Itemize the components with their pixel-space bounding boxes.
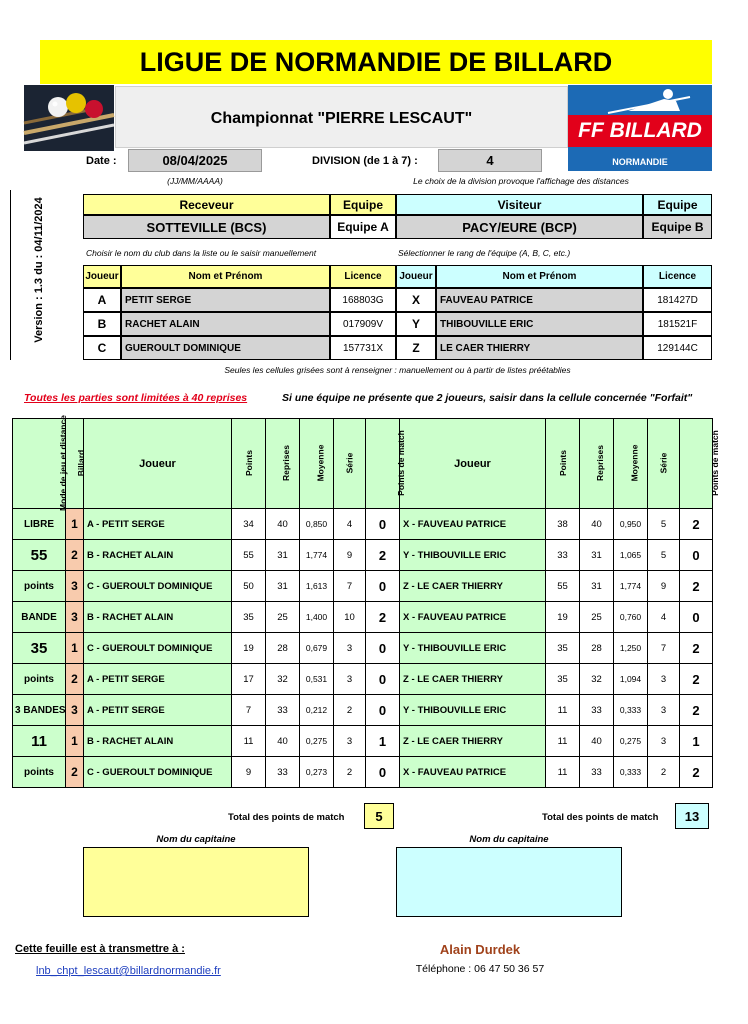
home-joueur-col-header: Joueur: [84, 419, 232, 509]
away-serie[interactable]: 9: [648, 571, 680, 602]
away-player-id: X: [396, 288, 436, 312]
billiard-logo: [24, 85, 114, 151]
home-match-points: 2: [366, 540, 400, 571]
home-name-header: Nom et Prénom: [121, 265, 330, 288]
home-player-cell[interactable]: C - GUEROULT DOMINIQUE: [84, 757, 232, 788]
home-moyenne: 0,531: [300, 664, 334, 695]
gray-cells-note: Seules les cellules grisées sont à renseigner : manuellement ou à partir de listes préétablies: [224, 365, 571, 375]
billard-number: 2: [66, 664, 84, 695]
away-points[interactable]: 55: [546, 571, 580, 602]
contact-name: Alain Durdek: [439, 941, 521, 957]
away-serie[interactable]: 5: [648, 509, 680, 540]
away-points[interactable]: 38: [546, 509, 580, 540]
home-label: Receveur: [83, 194, 330, 215]
result-row: [13, 633, 713, 664]
home-moyenne: 1,613: [300, 571, 334, 602]
home-reprises[interactable]: 28: [266, 633, 300, 664]
home-moyenne: 0,850: [300, 509, 334, 540]
home-reprises[interactable]: 32: [266, 664, 300, 695]
away-player-cell[interactable]: Z - LE CAER THIERRY: [400, 571, 546, 602]
mode-header: Mode de jeu et distance: [13, 419, 66, 509]
home-reprises[interactable]: 25: [266, 602, 300, 633]
billard-number: 3: [66, 602, 84, 633]
away-moyenne: 0,333: [614, 695, 648, 726]
home-moyenne: 0,273: [300, 757, 334, 788]
away-licence-header: Licence: [643, 265, 712, 288]
away-reprises-header: Reprises: [580, 419, 614, 509]
away-player-cell[interactable]: X - FAUVEAU PATRICE: [400, 602, 546, 633]
home-points[interactable]: 19: [232, 633, 266, 664]
home-player-name-field[interactable]: RACHET ALAIN: [121, 312, 330, 336]
away-points[interactable]: 33: [546, 540, 580, 571]
away-serie-header: Série: [648, 419, 680, 509]
home-points[interactable]: 9: [232, 757, 266, 788]
away-player-cell[interactable]: Z - LE CAER THIERRY: [400, 664, 546, 695]
home-player-cell[interactable]: C - GUEROULT DOMINIQUE: [84, 633, 232, 664]
away-points[interactable]: 35: [546, 664, 580, 695]
home-club-field[interactable]: SOTTEVILLE (BCS): [83, 215, 330, 239]
away-captain-label: Nom du capitaine: [469, 833, 549, 845]
away-team-label: Equipe: [643, 194, 712, 215]
home-match-points: 0: [366, 757, 400, 788]
away-player-id: Z: [396, 336, 436, 360]
away-points[interactable]: 11: [546, 757, 580, 788]
billard-number: 3: [66, 695, 84, 726]
home-serie[interactable]: 9: [334, 540, 366, 571]
home-hint: Choisir le nom du club dans la liste ou le saisir manuellement: [86, 248, 317, 258]
billard-number: 1: [66, 633, 84, 664]
away-reprises[interactable]: 40: [580, 509, 614, 540]
away-reprises[interactable]: 31: [580, 540, 614, 571]
logo-text: FF BILLARD: [578, 119, 702, 142]
home-match-points: 0: [366, 509, 400, 540]
championship-title: Championnat "PIERRE LESCAUT": [210, 110, 473, 127]
home-team-value: Equipe A: [330, 215, 396, 239]
home-serie[interactable]: 3: [334, 633, 366, 664]
away-reprises[interactable]: 33: [580, 695, 614, 726]
mode-unit: points: [13, 757, 66, 788]
home-points[interactable]: 50: [232, 571, 266, 602]
away-moyenne: 0,760: [614, 602, 648, 633]
mode-distance: 35: [13, 633, 66, 664]
home-points[interactable]: 11: [232, 726, 266, 757]
home-serie[interactable]: 2: [334, 757, 366, 788]
version-label: Version : 1.3 du : 04/11/2024: [33, 197, 45, 343]
home-player-id: B: [83, 312, 121, 336]
mode-name: BANDE: [13, 602, 66, 633]
away-serie[interactable]: 7: [648, 633, 680, 664]
away-serie[interactable]: 3: [648, 726, 680, 757]
result-row: [13, 757, 713, 788]
home-total-label: Total des points de match: [228, 811, 345, 823]
home-moyenne-header: Moyenne: [300, 419, 334, 509]
away-player-cell[interactable]: X - FAUVEAU PATRICE: [400, 509, 546, 540]
mode-name: LIBRE: [13, 509, 66, 540]
date-hint: (JJ/MM/AAAA): [167, 176, 223, 186]
away-reprises[interactable]: 28: [580, 633, 614, 664]
home-player-id: A: [83, 288, 121, 312]
result-row: [13, 695, 713, 726]
away-moyenne: 1,250: [614, 633, 648, 664]
away-player-id: Y: [396, 312, 436, 336]
away-moyenne: 1,774: [614, 571, 648, 602]
away-points[interactable]: 35: [546, 633, 580, 664]
away-player-name-field[interactable]: LE CAER THIERRY: [436, 336, 643, 360]
away-player-cell[interactable]: X - FAUVEAU PATRICE: [400, 757, 546, 788]
contact-phone: Téléphone : 06 47 50 36 57: [415, 963, 545, 975]
away-reprises[interactable]: 25: [580, 602, 614, 633]
away-match-points: 2: [680, 695, 713, 726]
away-reprises[interactable]: 31: [580, 571, 614, 602]
result-row: [13, 509, 713, 540]
away-serie[interactable]: 4: [648, 602, 680, 633]
home-points[interactable]: 35: [232, 602, 266, 633]
version-divider: [10, 190, 11, 360]
home-reprises[interactable]: 31: [266, 540, 300, 571]
limit-note: Toutes les parties sont limitées à 40 reprises: [24, 392, 248, 404]
home-serie[interactable]: 7: [334, 571, 366, 602]
away-player-cell[interactable]: Y - THIBOUVILLE ERIC: [400, 695, 546, 726]
home-serie[interactable]: 3: [334, 726, 366, 757]
billard-number: 3: [66, 571, 84, 602]
away-match-points: 2: [680, 571, 713, 602]
away-name-header: Nom et Prénom: [436, 265, 643, 288]
away-moyenne-header: Moyenne: [614, 419, 648, 509]
result-row: [13, 726, 713, 757]
home-serie[interactable]: 10: [334, 602, 366, 633]
home-reprises[interactable]: 40: [266, 726, 300, 757]
date-label: Date :: [86, 155, 117, 167]
billard-number: 1: [66, 509, 84, 540]
mode-distance: 55: [13, 540, 66, 571]
home-player-name-field[interactable]: GUEROULT DOMINIQUE: [121, 336, 330, 360]
away-points[interactable]: 11: [546, 695, 580, 726]
away-hint: Sélectionner le rang de l'équipe (A, B, C, etc.): [398, 248, 571, 258]
away-joueur-col-header: Joueur: [400, 419, 546, 509]
away-match-points: 0: [680, 602, 713, 633]
home-points[interactable]: 17: [232, 664, 266, 695]
away-serie[interactable]: 3: [648, 695, 680, 726]
home-player-cell[interactable]: B - RACHET ALAIN: [84, 602, 232, 633]
away-total-value: 13: [675, 803, 709, 829]
away-match-points: 1: [680, 726, 713, 757]
away-player-cell[interactable]: Y - THIBOUVILLE ERIC: [400, 540, 546, 571]
home-reprises[interactable]: 40: [266, 509, 300, 540]
transmit-label: Cette feuille est à transmettre à :: [15, 943, 185, 955]
mode-unit: points: [13, 571, 66, 602]
away-pm-header: Points de match: [680, 419, 713, 509]
away-points-header: Points: [546, 419, 580, 509]
home-match-points: 0: [366, 664, 400, 695]
home-reprises[interactable]: 31: [266, 571, 300, 602]
home-player-cell[interactable]: C - GUEROULT DOMINIQUE: [84, 571, 232, 602]
away-player-cell[interactable]: Z - LE CAER THIERRY: [400, 726, 546, 757]
home-joueur-header: Joueur: [83, 265, 121, 288]
away-reprises[interactable]: 40: [580, 726, 614, 757]
away-player-licence: 129144C: [643, 336, 712, 360]
away-moyenne: 0,275: [614, 726, 648, 757]
page-title: LIGUE DE NORMANDIE DE BILLARD: [40, 40, 712, 84]
home-serie[interactable]: 3: [334, 664, 366, 695]
home-pm-header: Points de match: [366, 419, 400, 509]
home-match-points: 1: [366, 726, 400, 757]
home-team-label: Equipe: [330, 194, 396, 215]
home-points[interactable]: 7: [232, 695, 266, 726]
home-player-licence: 017909V: [330, 312, 396, 336]
away-moyenne: 0,333: [614, 757, 648, 788]
home-licence-header: Licence: [330, 265, 396, 288]
home-player-licence: 157731X: [330, 336, 396, 360]
home-match-points: 0: [366, 633, 400, 664]
home-player-name-field[interactable]: PETIT SERGE: [121, 288, 330, 312]
away-match-points: 2: [680, 757, 713, 788]
home-captain-field[interactable]: [83, 847, 309, 917]
away-match-points: 2: [680, 664, 713, 695]
mode-name: 3 BANDES: [13, 695, 66, 726]
away-match-points: 0: [680, 540, 713, 571]
mode-unit: points: [13, 664, 66, 695]
logo-subtext: NORMANDIE: [612, 157, 668, 167]
away-joueur-header: Joueur: [396, 265, 436, 288]
home-player-id: C: [83, 336, 121, 360]
away-player-name-field[interactable]: THIBOUVILLE ERIC: [436, 312, 643, 336]
home-moyenne: 1,400: [300, 602, 334, 633]
home-player-cell[interactable]: A - PETIT SERGE: [84, 695, 232, 726]
home-reprises-header: Reprises: [266, 419, 300, 509]
forfait-note: Si une équipe ne présente que 2 joueurs, saisir dans la cellule concernée "Forfait": [282, 392, 693, 404]
home-player-cell[interactable]: B - RACHET ALAIN: [84, 540, 232, 571]
result-row: [13, 602, 713, 633]
away-player-cell[interactable]: Y - THIBOUVILLE ERIC: [400, 633, 546, 664]
away-serie[interactable]: 3: [648, 664, 680, 695]
away-serie[interactable]: 5: [648, 540, 680, 571]
division-field[interactable]: 4: [438, 149, 542, 172]
away-moyenne: 1,094: [614, 664, 648, 695]
home-match-points: 0: [366, 695, 400, 726]
result-row: [13, 571, 713, 602]
home-player-cell[interactable]: B - RACHET ALAIN: [84, 726, 232, 757]
away-points[interactable]: 19: [546, 602, 580, 633]
home-reprises[interactable]: 33: [266, 695, 300, 726]
away-points[interactable]: 11: [546, 726, 580, 757]
home-player-cell[interactable]: A - PETIT SERGE: [84, 509, 232, 540]
away-reprises[interactable]: 33: [580, 757, 614, 788]
away-reprises[interactable]: 32: [580, 664, 614, 695]
home-match-points: 2: [366, 602, 400, 633]
home-moyenne: 1,774: [300, 540, 334, 571]
division-label: DIVISION (de 1 à 7) :: [312, 155, 418, 167]
home-points[interactable]: 55: [232, 540, 266, 571]
home-player-licence: 168803G: [330, 288, 396, 312]
ff-billard-logo: [568, 85, 712, 171]
home-points[interactable]: 34: [232, 509, 266, 540]
away-match-points: 2: [680, 633, 713, 664]
division-hint: Le choix de la division provoque l'affichage des distances: [413, 176, 629, 186]
away-serie[interactable]: 2: [648, 757, 680, 788]
home-serie[interactable]: 2: [334, 695, 366, 726]
home-match-points: 0: [366, 571, 400, 602]
billard-number: 1: [66, 726, 84, 757]
home-total-value: 5: [364, 803, 394, 829]
away-total-label: Total des points de match: [542, 811, 659, 823]
results-table: [12, 415, 720, 788]
away-player-licence: 181521F: [643, 312, 712, 336]
home-serie[interactable]: 4: [334, 509, 366, 540]
email-link[interactable]: lnb_chpt_lescaut@billardnormandie.fr: [36, 965, 221, 977]
away-player-licence: 181427D: [643, 288, 712, 312]
billard-header: Billard: [66, 419, 84, 509]
away-match-points: 2: [680, 509, 713, 540]
date-field[interactable]: 08/04/2025: [128, 149, 262, 172]
away-team-field[interactable]: Equipe B: [643, 215, 712, 239]
home-moyenne: 0,212: [300, 695, 334, 726]
billard-number: 2: [66, 757, 84, 788]
away-moyenne: 0,950: [614, 509, 648, 540]
away-moyenne: 1,065: [614, 540, 648, 571]
home-points-header: Points: [232, 419, 266, 509]
home-moyenne: 0,275: [300, 726, 334, 757]
away-label: Visiteur: [396, 194, 643, 215]
home-moyenne: 0,679: [300, 633, 334, 664]
home-captain-label: Nom du capitaine: [156, 833, 236, 845]
home-serie-header: Série: [334, 419, 366, 509]
result-row: [13, 540, 713, 571]
billard-number: 2: [66, 540, 84, 571]
away-player-name-field[interactable]: FAUVEAU PATRICE: [436, 288, 643, 312]
home-reprises[interactable]: 33: [266, 757, 300, 788]
mode-distance: 11: [13, 726, 66, 757]
result-row: [13, 664, 713, 695]
away-captain-field[interactable]: [396, 847, 622, 917]
home-player-cell[interactable]: A - PETIT SERGE: [84, 664, 232, 695]
away-club-field[interactable]: PACY/EURE (BCP): [396, 215, 643, 239]
